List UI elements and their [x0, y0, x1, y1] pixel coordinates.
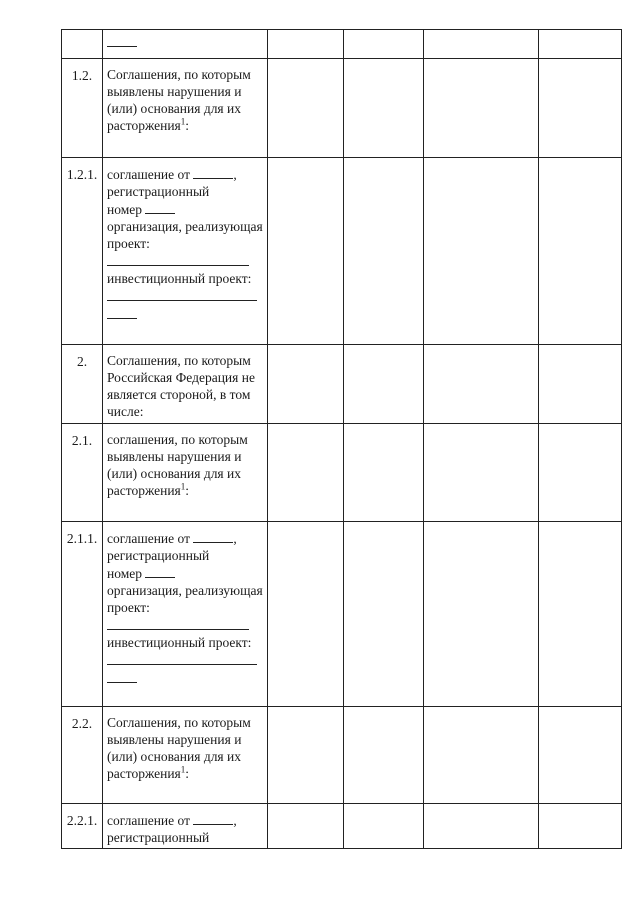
project-blank [107, 287, 257, 301]
row-number: 2.1. [62, 424, 103, 522]
row-description: соглашения, по которым выявлены нарушения и (или) основания для их расторжения$^1$: [103, 424, 268, 522]
table-row [62, 707, 622, 804]
row-description: Соглашения, по которым Российская Федерация не является стороной, в том числе: [103, 345, 268, 424]
row-description: Соглашения, по которым выявлены нарушения и (или) основания для их расторжения$^1$: [103, 707, 268, 804]
project-blank [107, 651, 257, 665]
organization-blank [107, 616, 249, 630]
table-row [62, 345, 622, 424]
blank-line [107, 33, 137, 47]
row-number: 1.2.1. [62, 158, 103, 345]
row-description: Соглашения, по которым выявлены нарушения и (или) основания для их расторжения$^1$: [103, 59, 268, 158]
project-blank-cont [107, 305, 137, 319]
row-number-cell [62, 30, 103, 59]
table-row [62, 30, 622, 59]
footnote-mark: 1 [180, 764, 186, 775]
date-blank [193, 165, 233, 179]
date-blank [193, 529, 233, 543]
agreement-entry: соглашение от , регистрационный номер организация, реализующая проект: инвестиционный проект: [103, 158, 268, 345]
agreement-entry: соглашение от , регистрационный номер организация, реализующая проект: инвестиционный проект: [103, 522, 268, 707]
number-blank [145, 200, 175, 214]
row-number: 1.2. [62, 59, 103, 158]
row-number: 2.2. [62, 707, 103, 804]
row-number: 2. [62, 345, 103, 424]
table-row [62, 804, 622, 849]
footnote-mark: 1 [180, 116, 186, 127]
row-description-cell [103, 30, 268, 59]
report-table [61, 29, 622, 849]
footnote-mark: 1 [180, 481, 186, 492]
project-blank-cont [107, 669, 137, 683]
row-number: 2.1.1. [62, 522, 103, 707]
table-row [62, 424, 622, 522]
date-blank [193, 811, 233, 825]
table-row [62, 59, 622, 158]
row-number: 2.2.1. [62, 804, 103, 849]
table-row [62, 522, 622, 707]
table-row [62, 158, 622, 345]
number-blank [145, 564, 175, 578]
agreement-entry: соглашение от , регистрационный [103, 804, 268, 849]
organization-blank [107, 252, 249, 266]
